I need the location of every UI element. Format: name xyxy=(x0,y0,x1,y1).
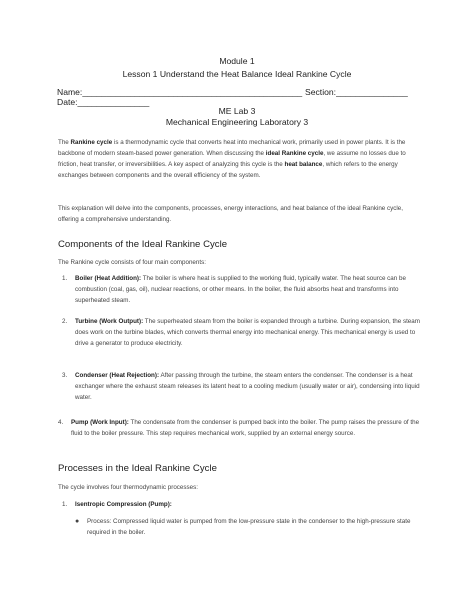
process-item-isentropic-compression xyxy=(62,499,423,510)
component-item-boiler xyxy=(62,273,423,306)
section-line xyxy=(305,87,408,97)
item-text: The superheated steam from the boiler is expanded through a turbine. During expansion, the steam does work on the turbine blades, which converts thermal energy into mechanical energy. This mechanical energy is used to drive a generator to produce electricity. xyxy=(75,318,420,348)
intro-text: The xyxy=(58,139,71,146)
item-title: Isentropic Compression (Pump): xyxy=(75,501,172,508)
item-title: Condenser (Heat Rejection): xyxy=(75,372,160,379)
item-text: The condensate from the condenser is pumped back into the boiler. The pump raises the pressure of the fluid to the boiler pressure. This step requires mechanical work, supplied by an external energy source. xyxy=(71,419,420,438)
lab-title: Mechanical Engineering Laboratory 3 xyxy=(165,117,309,127)
name-label: Name: xyxy=(57,87,83,97)
name-blank: ______________________________________________ xyxy=(82,87,303,97)
module-title: Module 1 xyxy=(219,56,255,66)
intro-text: , which refers to the energy exchanges between components and the overall efficiency of the system. xyxy=(58,161,398,180)
item-number: 3. xyxy=(62,372,68,379)
components-intro: The Rankine cycle consists of four main components: xyxy=(58,259,206,266)
component-item-condenser xyxy=(62,370,423,403)
bullet-text: Process: Compressed liquid water is pumped from the low-pressure state in the condenser to the high-pressure state required in the boiler. xyxy=(87,518,411,537)
intro-text: , we assume no losses due to friction, heat transfer, or irreversibilities. A key aspect of analyzing this cycle is the xyxy=(58,150,406,169)
item-number: 1. xyxy=(62,501,68,508)
item-text: The boiler is where heat is supplied to the working fluid, typically water. The heat source can be combustion (coal, gas, oil), nuclear reactions, or other means. In the boiler, the fluid absorbs heat and transforms into superheated steam. xyxy=(75,275,406,305)
item-title: Boiler (Heat Addition): xyxy=(75,275,142,282)
item-number: 4. xyxy=(58,419,64,426)
date-label: Date: xyxy=(57,97,78,107)
item-number: 2. xyxy=(62,318,68,325)
item-number: 1. xyxy=(62,275,68,282)
processes-heading: Processes in the Ideal Rankine Cycle xyxy=(58,463,217,474)
intro-bold-heat-balance: heat balance xyxy=(284,161,323,169)
intro-bold-ideal: ideal Rankine cycle xyxy=(265,150,324,158)
name-line xyxy=(57,87,302,97)
lesson-title: Lesson 1 Understand the Heat Balance Ideal Rankine Cycle xyxy=(122,69,352,79)
date-blank: _______________ xyxy=(77,97,150,107)
item-text: After passing through the turbine, the steam enters the condenser. The condenser is a heat exchanger where the exhaust steam releases its latent heat to a cooling medium (usually water or air), condensing into liquid water. xyxy=(75,372,420,402)
section-label: Section: xyxy=(305,87,337,97)
lab-code: ME Lab 3 xyxy=(218,106,256,116)
components-heading: Components of the Ideal Rankine Cycle xyxy=(58,239,228,250)
bullet-icon: ● xyxy=(75,518,80,525)
processes-intro: The cycle involves four thermodynamic processes: xyxy=(58,484,198,491)
component-item-turbine xyxy=(62,316,423,349)
item-title: Pump (Work Input): xyxy=(71,419,129,426)
item-title: Turbine (Work Output): xyxy=(75,318,144,325)
process-bullet xyxy=(75,516,423,538)
section-blank: _______________ xyxy=(336,87,408,97)
intro-text: is a thermodynamic cycle that converts heat into mechanical work, primarily used in power plants. It is the backbone of modern steam-based power generation. When discussing the xyxy=(58,139,406,158)
intro-bold-rankine: Rankine cycle xyxy=(70,139,113,146)
component-item-pump xyxy=(58,417,423,439)
intro-paragraph-1 xyxy=(58,137,423,181)
intro-paragraph-2: This explanation will delve into the components, processes, energy interactions, and heat balance of the ideal Rankine cycle, offering a comprehensive understanding. xyxy=(58,205,403,224)
